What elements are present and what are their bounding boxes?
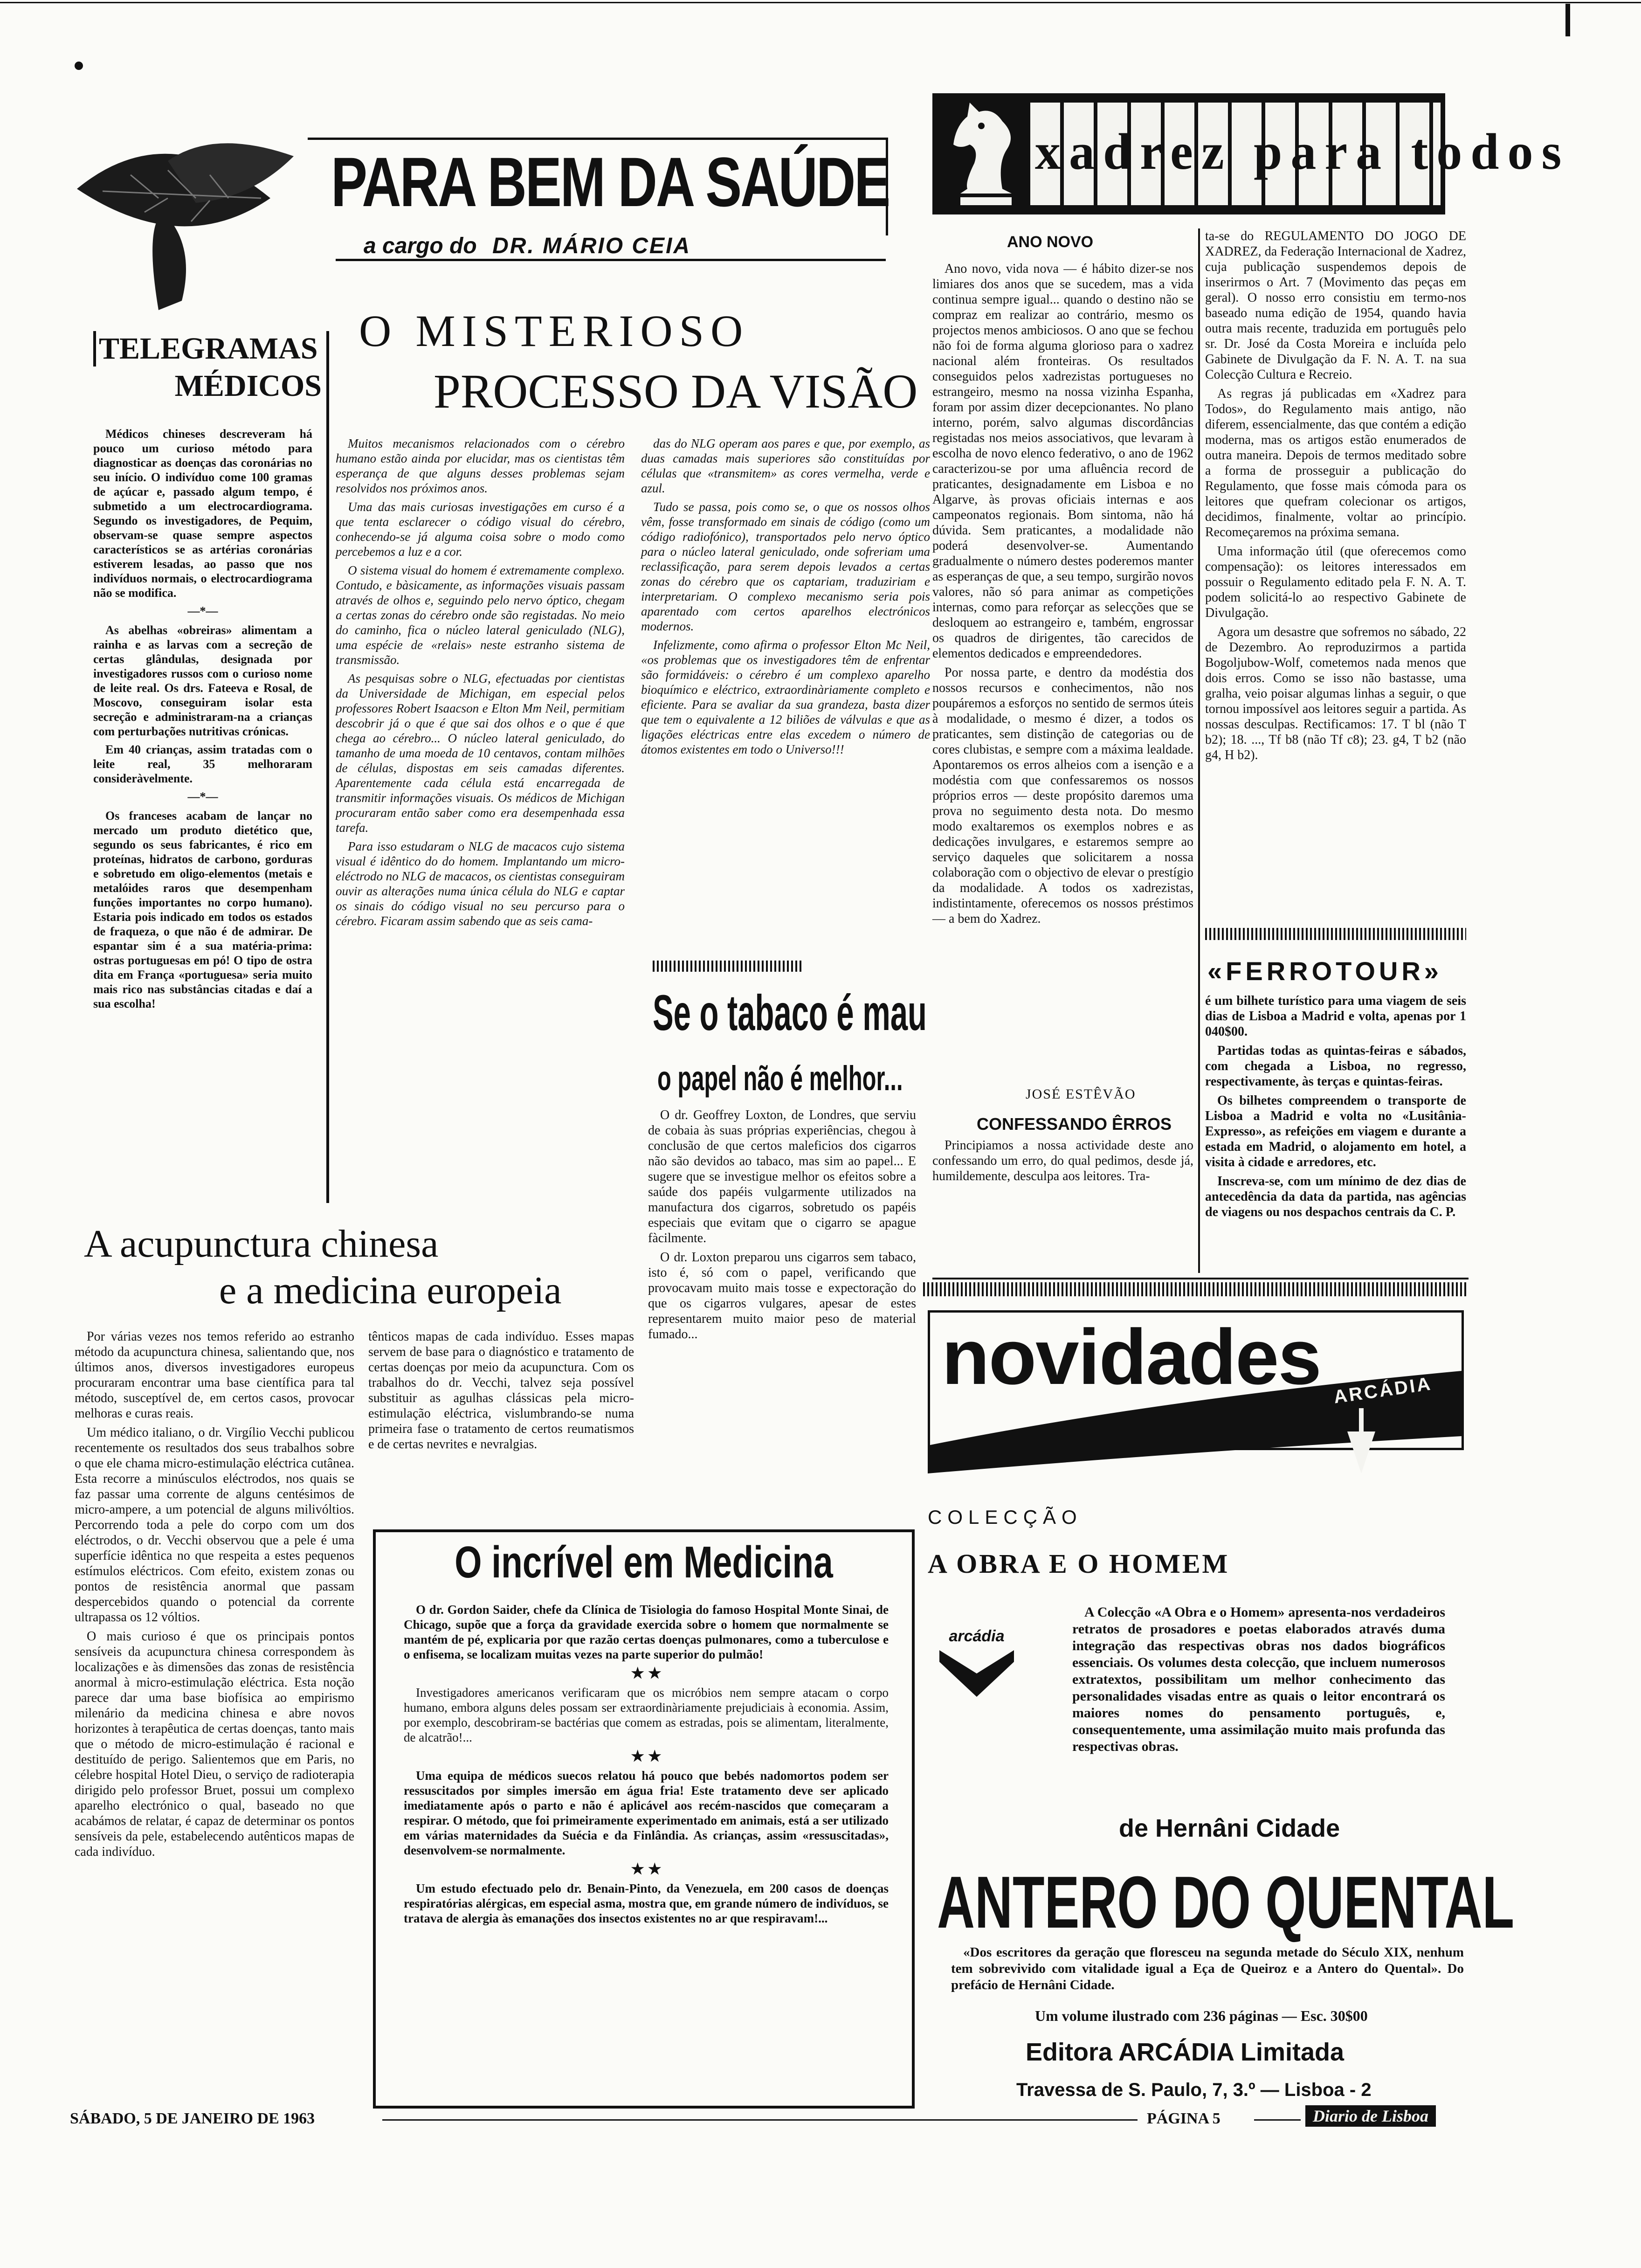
colecao-quote-p: «Dos escritores da geração que floresceu na segunda metade do Século XIX, nenhum tem sobrevivido com vitalidade igual a Eça de Queiroz e a Antero do Quental». Do prefácio de Hernâni Cidade. [951,1945,1464,1992]
ferrotour-p2: Partidas todas as quintas-feiras e sábados, com chegada a Lisboa, no regresso, respectivamente, às terças e quintas-feiras. [1205,1044,1466,1089]
incrivel-separator: ★ ★ [631,1860,662,1877]
incrivel-p3: Uma equipa de médicos suecos relatou há pouco que bebés nadomortos podem ser ressuscitados por simples imersão em água fria! Este tratamento deve ser aplicado imediatamente após o parto e não é aplicável aos recém-nascidos que começaram a respirar. O método, que foi primeiramente experimentado em animais, está a ser utilizado em várias maternidades da Suécia e da Finlândia. As crianças, assim «ressuscitadas», desenvolvem-se normalmente. [404,1769,889,1857]
footer-date: SÁBADO, 5 DE JANEIRO DE 1963 [70,2110,315,2127]
acupunctura-p3: O mais curioso é que os principais pontos sensíveis da acupunctura chinesa correspondem às localizações e às dimensões das zonas de resistência anormal à micro-estimulação eléctrica. Esta noção parece dar uma base biofísica ao empirismo milenário da medicina chinesa e abre novos horizontes à terapêutica de certas doenças, tanto mais que o método de micro-estimulação é racional e destituído de perigo. Salientemos que em Paris, no célebre hospital Hotel Dieu, o serviço de radioterapia dirigido pelo professor Bruet, possui um complexo aparelho electrónico o qual, baseado no que acabámos de relatar, é capaz de determinar os pontos sensíveis da pele, estabelecendo autênticos mapas de cada indivíduo. [75,1629,354,1859]
visao-p3: O sistema visual do homem é extremamente complexo. Contudo, e bàsicamente, as informações visuais passam através de olhos e, seguindo pelo nervo óptico, chegam a certas zonas do cérebro onde são registadas. No meio do caminho, fica o núcleo lateral geniculado (NLG), uma espécie de «relais» neste estranho sistema de transmissão. [336,563,625,667]
telegrama-3: Em 40 crianças, assim tratadas com o leite real, 35 melhoraram consideràvelmente. [93,743,312,785]
saude-byline [364,233,691,259]
novidades-box [928,1310,1464,1497]
acupunctura-col-1 [75,1329,354,2098]
tabaco-title-2: o papel não é melhor... [657,1059,903,1098]
telegrama-4: Os franceses acabam de lançar no mercado um produto dietético que, segundo os seus fabricantes, é rico em proteínas, hidratos de carbono, gorduras e sobretudo em oligo-elementos (metais e metalóides raros que desempenham funções importantes no corpo humano). Estaria pois indicado em todos os estados de fraqueza, o que não é de admirar. De espantar sim é a sua matéria-prima: ostras portuguesas em pó! O tipo de ostra dita em França «portuguesa» seria muito mais rico nas substâncias citadas e daí a sua escolha! [93,809,312,1010]
xadrez-bottom-rule [932,1278,1469,1279]
top-rule [0,2,1641,3]
erros-body [932,1138,1193,1212]
ferrotour-p1: é um bilhete turístico para uma viagem de seis dias de Lisboa a Madrid e volta, apenas por 1 040$00. [1205,994,1466,1039]
tabaco-p2: O dr. Loxton preparou uns cigarros sem tabaco, isto é, só com o papel, verificando que provocavam muito mais tosse e expectoração do que os cigarros vulgares, apesar de estes representarem muito maior peso de material fumado... [648,1250,916,1341]
xadrez-p1: Ano novo, vida nova — é hábito dizer-se nos limiares dos anos que se sucedem, mas a vida continua sempre igual... quando o destino não se compraz em realizar ao contrário, mesmo os projectos menos ambiciosos. O ano que se fechou não foi de forma alguma glorioso para o xadrez nacional além fronteiras. Os resultados conseguidos pelos xadrezistas portugueses no estrangeiro, mesmo na nossa vizinha Espanha, foram por assim dizer decepcionantes. No plano interno, porém, salvo algumas discordâncias registadas nos meios associativos, que levaram à escolha de novo elenco federativo, o ano de 1962 caracterizou-se por uma afluência record de praticantes, designadamente em Lisboa e no Algarve, às provas oficiais internas e aos campeonatos regionais. Bom sintoma, não há dúvida. Sem praticantes, a modalidade não poderá desenvolver-se. Aumentando gradualmente o número destes poderemos manter as esperanças de que, a seu tempo, surgirão novos valores, não só para animar as competições internas, como para reforçar as selecções que se desloquem ao estrangeiro e, também, engrossar os quadros de dirigentes, tão carecidos de elementos dedicados e empreendedores. [932,262,1193,661]
telegrama-2: As abelhas «obreiras» alimentam a rainha e as larvas com a secreção de certas glândulas, designada por investigadores russos com o curioso nome de leite real. Os drs. Fateeva e Rosal, de Moscovo, conseguiram isolar esta secreção e administraram-na a crianças com perturbações nutritivas crónicas. [93,623,312,738]
footer-rule-2 [1254,2119,1301,2121]
acupunctura-title-2: e a medicina europeia [219,1269,562,1312]
incrivel-body [404,1602,889,2101]
novidades-title: novidades [942,1313,1321,1401]
xadrez-p2: Por nossa parte, e dentro da modéstia dos nossos recursos e conhecimentos, não nos poupáremos a esforços no sentido de sermos úteis à modalidade, o mesmo é dizer, a todos os praticantes, sem distinção de categorias ou de cores clubistas, e sempre com a máxima lealdade. Apontaremos os erros alheios com a isenção e a modéstia com que confessaremos os nossos próprios erros — deste propósito daremos uma prova no seguimento desta nota. Do mesmo modo exaltaremos os exemplos nobres e as dedicações invulgares, e estaremos sempre ao serviço daqueles que solicitarem a nossa colaboração com o objectivo de elevar o prestígio da modalidade. A todos os xadrezistas, indistintamente, oferecemos os nossos préstimos — a bem do Xadrez. [932,665,1193,926]
tabaco-body [648,1107,916,1522]
ano-novo-title: ANO NOVO [1007,233,1094,251]
saude-header [75,105,895,310]
acupunctura-title-1: A acupunctura chinesa [84,1222,439,1265]
incrivel-p4: Um estudo efectuado pelo dr. Benain-Pinto, da Venezuela, em 200 casos de doenças respiratórias alérgicas, em especial asma, mostra que, em grande número de indivíduos, se tratava de alergia às emanações dos insectos existentes no ar que respiravam!... [404,1881,889,1925]
visao-p8: Infelizmente, como afirma o professor Elton Mc Neil, «os problemas que os investigadores têm de enfrentar são formidáveis: o cérebro é um complexo aparelho bioquímico e eléctrico, extraordinàriamente completo e eficiente. Para se avaliar da sua grandeza, basta dizer que tem o equivalente a 12 biliões de válvulas e que as ligações eléctricas entre elas excedem o número de átomos existentes em todo o Universo!!! [641,638,930,756]
saude-frame-bottom [336,259,886,261]
colecao-desc-p: A Colecção «A Obra e o Homem» apresenta-nos verdadeiros retratos de prosadores e poetas elaborados através duma integração das respectivas obras nos dados biográficos essenciais. Os volumes desta colecção, que incluem numerosos extratextos, possibilitam um melhor conhecimento das personalidades visadas entre as quais o leitor encontrará os maiores nomes do pensamento português, e, consequentemente, uma assimilação muito mais profunda das respectivas obras. [1072,1604,1445,1754]
tabaco-p1: O dr. Geoffrey Loxton, de Londres, que serviu de cobaia às suas próprias experiências, chegou à conclusão de que certos maleficios dos cigarros não são devidos ao tabaco, mas sim ao papel... E sugere que se investigue melhor os efeitos sobre a saúde dos papéis vulgarmente utilizados na manufactura dos cigarros, sobretudo os papéis especiais que evitam que o cigarro se apague fàcilmente. [648,1108,916,1245]
visao-p7: Tudo se passa, pois como se, o que os nossos olhos vêm, fosse transformado em sinais de código (como um código radiofónico), transportados pelo nervo óptico para o núcleo lateral geniculado, onde sofreriam uma reclassificação, para serem depois levados a certas zonas do cérebro que os captariam, traduziriam e interpretariam. O complexo mecanismo seria pois aparentado com certos aparelhos electrónicos modernos. [641,500,930,633]
tabaco-title-1: Se o tabaco é mau [653,984,927,1041]
colecao-title: A OBRA E O HOMEM [928,1549,1230,1579]
colecao-volume: Um volume ilustrado com 236 páginas — Esc. 30$00 [1035,2007,1368,2024]
xadrez-banner [932,93,1570,214]
footer-page: PÁGINA 5 [1147,2110,1220,2127]
knight-icon [942,98,1026,210]
saude-title: PARA BEM DA SAÚDE [331,143,889,221]
novidades-divider [923,1282,1469,1296]
colecao-address: Travessa de S. Paulo, 7, 3.º — Lisboa - 2 [1016,2080,1372,2100]
visao-p1: Muitos mecanismos relacionados com o cérebro humano estão ainda por elucidar, mas os cientistas têm esperança de que alguns desses problemas sejam resolvidos nos próximos anos. [336,436,625,495]
incrivel-separator: ★ ★ [631,1748,662,1764]
visao-col-1 [336,436,625,1187]
ferrotour-title: «FERROTOUR» [1207,956,1442,986]
incrivel-separator: ★ ★ [631,1665,662,1681]
colecao-label: COLECÇÃO [928,1506,1083,1528]
margin-dot [75,62,83,70]
colecao-description [1072,1604,1445,1781]
xadrez-p6: Agora um desastre que sofremos no sábado, 22 de Dezembro. Ao reproduzirmos a partida Bogoljubow-Wolf, cometemos nada menos que dois erros. Como se isso não bastasse, uma gralha, veio poisar algumas linhas a seguir, o que tornou impossível aos leitores seguir a partida. As nossas desculpas. Rectificamos: 17. T bl (não T b2); 18. ..., Tf b8 (não Tf c8); 23. g4, T b2 (não g4, H b2). [1205,625,1466,762]
acupunctura-p2: Um médico italiano, o dr. Virgílio Vecchi publicou recentemente os resultados dos seus trabalhos sobre o que ele chama micro-estimulação eléctrica cutânea. Esta recorre a minúsculos eléctrodos, nos quais se faz passar uma corrente de alguns centésimos de micro-ampere, a um potencial de alguns milivóltios. Percorrendo toda a pele do corpo com um dos eléctrodos, o dr. Vecchi observou que a pele é uma superfície idêntica no que respeita a estes pequenos estímulos eléctricos. Com efeito, existem zonas ou pontos de resistência anormal que passam despercebidos quando o potencial da corrente ultrapassa os 12 vóltios. [75,1425,354,1625]
visao-title-2: PROCESSO DA VISÃO [434,365,918,418]
xadrez-p3: ta-se do REGULAMENTO DO JOGO DE XADREZ, da Federação Internacional de Xadrez, cuja publicação suspendemos depois de inserirmos o Art. 7 (Movimento das peças em geral). O nosso erro consistiu em termo-nos baseado numa edição de 1954, quando havia outra mais recente, traduzida em português pelo sr. Dr. José da Costa Moreira e incluída pelo Gabinete de Divulgação da F. N. A. T. na sua Colecção Cultura e Recreio. [1205,229,1466,382]
arcadia-logo [937,1627,1016,1707]
visao-p5: Para isso estudaram o NLG de macacos cujo sistema visual é idêntico do do homem. Implantando um micro-eléctrodo no NLG de macacos, os cientistas conseguiram ouvir as alterações numa única célula do NLG e captar os sinais do código visual no seu percurso para o cérebro. Ficaram assim sabendo que as seis cama- [336,839,625,928]
xadrez-col-1 [932,261,1193,1082]
incrivel-p1: O dr. Gordon Saider, chefe da Clínica de Tisiologia do famoso Hospital Monte Sinai, de Chicago, supõe que a força da gravidade exercida sobre o homem que normalmente se mantém de pé, explicaria por que razão certas doenças pulmonares, como a tuberculose e o enfisema, se localizam muitas vezes na parte superior do pulmão! [404,1603,889,1661]
colecao-quote [951,1944,1464,2005]
telegramas-body [93,427,312,1201]
colecao-book: ANTERO DO QUENTAL [937,1861,1515,1943]
ferrotour-divider [1205,928,1466,940]
xadrez-p4: As regras já publicadas em «Xadrez para Todos», do Regulamento mais antigo, não diferem, essencialmente, das que contém a edição moderna, mas os artigos estão enumerados de outra maneira. Depois de termos meditado sobre a forma de prosseguir a publicação do Regulamento, que fosse mais cómoda para os leitores que quefram colecionar os artigos, decidimos, finalmente, voltar ao princípio. Recomeçaremos na próxima semana. [1205,387,1466,539]
xadrez-column-rule [1198,228,1200,1273]
telegramas-title-2: MÉDICOS [174,369,322,403]
xadrez-banner-title: xadrez para todos [1035,123,1570,180]
xadrez-signature: JOSÉ ESTÊVÃO [1026,1086,1136,1102]
colecao-author: de Hernâni Cidade [1119,1814,1340,1842]
acupunctura-p1: Por várias vezes nos temos referido ao estranho método da acupunctura chinesa, salientando que, nos últimos anos, diversos investigadores europeus procuraram encontrar uma base científica para tal método, susceptível de, em certos casos, provocar melhoras e curas reais. [75,1329,354,1421]
visao-divider [653,961,802,972]
telegramas-title-1: TELEGRAMAS [93,331,317,366]
margin-mark [1565,4,1570,36]
xadrez-p5: Uma informação útil (que oferecemos como compensação): os leitores interessados em possuir o Regulamento editado pela F. N. A. T. podem solicitá-lo ao respectivo Gabinete de Divulgação. [1205,544,1466,620]
visao-title-1: O MISTERIOSO [359,306,750,356]
erros-title: CONFESSANDO ÊRROS [977,1114,1172,1134]
xadrez-col-2 [1205,228,1466,914]
acupunctura-col-2 [368,1329,634,1515]
acupunctura-p4: tênticos mapas de cada indivíduo. Esses mapas servem de base para o diagnóstico e tratamento de certas doenças por meio da acupunctura. Com os trabalhos do dr. Vecchi, talvez seja possível substituir as agulhas clássicas pela micro-estimulação eléctrica, vislumbrando-se numa primeira fase o tratamento de certos reumatismos e de certas nevrites e nevralgias. [368,1329,634,1452]
arcadia-logo-text: arcádia [949,1627,1005,1645]
incrivel-title: O incrível em Medicina [455,1537,833,1587]
telegrama-1: Médicos chineses descreveram há pouco um curioso método para diagnosticar as doenças das coronárias no seu início. O indivíduo come 100 gramas de açúcar e, passado algum tempo, é submetido a um electrocardiograma. Segundo os investigadores, de Pequim, observam-se quase sempre aspectos característicos se as artérias coronárias estiverem lesadas, ao passo que nos indivíduos normais, o electrocardiograma não se modifica. [93,427,312,600]
ferrotour-p3: Os bilhetes compreendem o transporte de Lisboa a Madrid e volta no «Lusitânia-Expresso», as refeições em viagem e durante a estada em Madrid, o alojamento em hotel, a visita à cidade e arredores, etc. [1205,1093,1466,1169]
novidades-brand: ARCÁDIA [1332,1373,1434,1408]
telegramas-box [84,331,329,1203]
visao-p2: Uma das mais curiosas investigações em curso é a que tenta esclarecer o código visual do cérebro, conhecendo-se já alguma coisa sobre o modo como percebemos a luz e a cor. [336,500,625,559]
visao-col-2 [641,436,930,954]
colecao-publisher: Editora ARCÁDIA Limitada [1026,2038,1345,2066]
telegrama-separator: —*— [187,790,218,803]
byline-prefix: a cargo do [364,234,477,258]
visao-p4: As pesquisas sobre o NLG, efectuadas por cientistas da Universidade de Michigan, em especial pelos professores Robert Isaacson e Elton Mm Neil, permitiam descobrir já o que é que sai dos olhos e o que é que chega ao cérebro... O núcleo lateral geniculado, do tamanho de uma moeda de 10 centavos, contam milhões de células, dispostas em seis camadas diferentes. Aparentemente cada célula está encarregada de transmitir informações visuais. Os médicos de Michigan procuraram então saber como era desempenhada essa tarefa. [336,671,625,835]
ferrotour-body [1205,993,1466,1273]
footer-rule [382,2119,1138,2121]
byline-name: DR. MÁRIO CEIA [492,234,691,258]
incrivel-p2: Investigadores americanos verificaram que os micróbios nem sempre atacam o corpo humano, embora alguns deles possam ser extraordinàriamente prejudiciais à economia. Assim, por exemplo, descobriram-se bactérias que comem as estradas, pois se alimentam, literalmente, de alcatrão!... [404,1686,889,1744]
arrow-down-icon [937,1646,1016,1701]
telegrama-separator: —*— [187,604,218,618]
footer-paper: Diario de Lisboa [1305,2105,1436,2127]
visao-p6: das do NLG operam aos pares e que, por exemplo, as duas camadas mais superiores são constituídas por células que «transmitem» as cores vermelha, verde e azul. [641,436,930,495]
incrivel-box [373,1529,915,2109]
ferrotour-p4: Inscreva-se, com um mínimo de dez dias de antecedência da data da partida, nas agências de viagens ou nos despachos centrais da C. P. [1205,1174,1466,1219]
erros-p: Principiamos a nossa actividade deste ano confessando um erro, do qual pedimos, desde já, humildemente, desculpa aos leitores. Tra- [932,1138,1193,1183]
